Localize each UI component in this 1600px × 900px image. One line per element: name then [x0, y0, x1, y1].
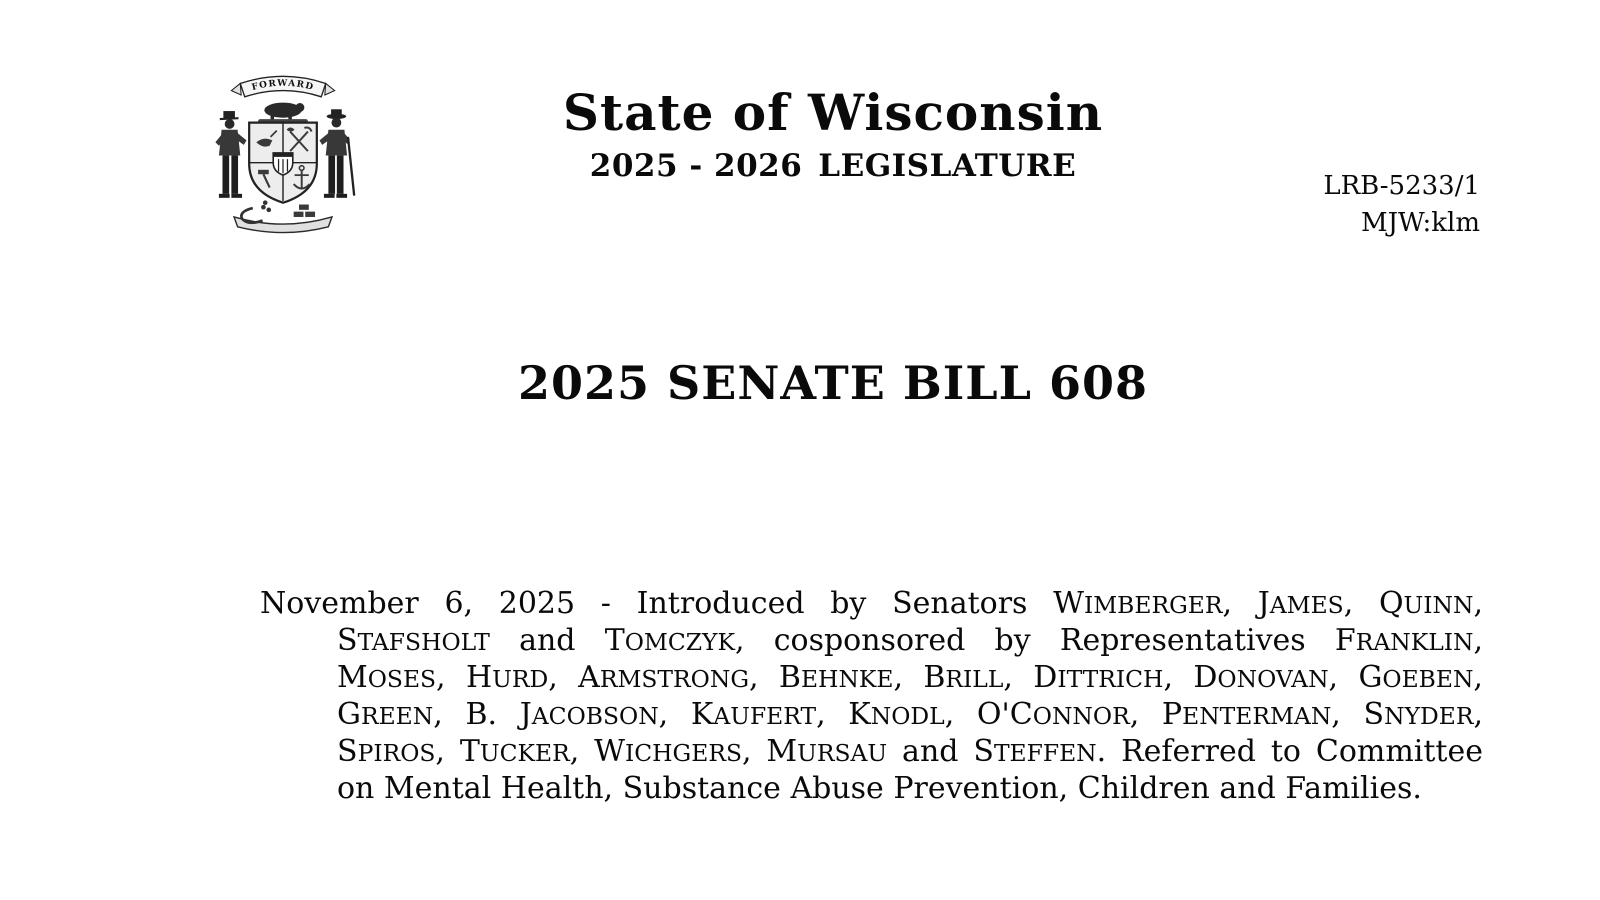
drafting-initials: MJW:klm	[1361, 208, 1480, 238]
legislator-name: JAMES	[1257, 586, 1344, 621]
introduction-paragraph: November 6, 2025 - Introduced by Senators WIMBERGER, JAMES, QUINN, STAFSHOLT and TOMCZYK, cosponsored by Representatives FRANKLIN, MOSES, HURD, ARMSTRONG, BEHNKE, BRILL, DITTRICH, DONOVAN, GOEBEN, GREEN, B. JACOBSON, KAUFERT, KNODL, O'CONNOR, PENTERMAN, SNYDER, SPIROS, TUCKER, WICHGERS, MURSAU and STEFFEN. Referred to Committee on Mental Health, Substance Abuse Prevention, Children and Families.	[260, 586, 1484, 806]
legislator-name: FRANKLIN	[1334, 623, 1474, 658]
legislator-name: TUCKER	[459, 734, 570, 769]
legislator-name: GOEBEN	[1358, 660, 1474, 695]
document-header	[562, 83, 1104, 184]
lrb-number: LRB-5233/1	[1323, 171, 1480, 201]
legislator-name: KAUFERT	[690, 697, 817, 732]
badger-crest-icon	[258, 103, 308, 124]
legislator-name: BEHNKE	[778, 660, 894, 695]
wisconsin-coat-of-arms	[194, 62, 372, 242]
legislator-name: DONOVAN	[1193, 660, 1329, 695]
legislature-session: 2025 - 2026	[589, 148, 803, 184]
legislator-name: SPIROS	[337, 734, 436, 769]
legislator-name: TOMCZYK	[604, 623, 735, 658]
lead-ingots-icon	[294, 205, 315, 217]
legislature-line	[563, 148, 1103, 184]
seal-base	[234, 200, 332, 232]
shield	[249, 123, 317, 203]
legislator-name: WIMBERGER	[1053, 586, 1223, 621]
legislator-name: KNODL	[848, 697, 945, 732]
legislature-word: LEGISLATURE	[818, 148, 1077, 184]
lrb-reference-block	[1323, 168, 1480, 242]
sailor-figure	[215, 111, 246, 198]
legislator-name: HURD	[465, 660, 549, 695]
legislator-name: ARMSTRONG	[578, 660, 749, 695]
miner-figure	[319, 109, 354, 198]
us-shield-icon	[273, 153, 293, 175]
legislator-name: MOSES	[337, 660, 437, 695]
legislator-name: SNYDER	[1363, 697, 1474, 732]
legislator-name: WICHGERS	[594, 734, 742, 769]
legislator-name: STAFSHOLT	[337, 623, 490, 658]
legislator-name: MURSAU	[766, 734, 888, 769]
legislator-name: GREEN	[337, 697, 434, 732]
legislator-name: O'CONNOR	[976, 697, 1130, 732]
seal-motto-text: FORWARD	[250, 78, 316, 93]
legislator-name: QUINN	[1378, 586, 1474, 621]
bill-title: 2025 SENATE BILL 608	[518, 356, 1148, 410]
legislator-name: STEFFEN	[973, 734, 1097, 769]
legislator-name: BRILL	[923, 660, 1004, 695]
legislator-name: B. JACOBSON	[465, 697, 659, 732]
legislator-name: PENTERMAN	[1161, 697, 1332, 732]
forward-banner	[231, 76, 334, 96]
legislator-name: DITTRICH	[1033, 660, 1164, 695]
state-title: State of Wisconsin	[562, 83, 1104, 142]
